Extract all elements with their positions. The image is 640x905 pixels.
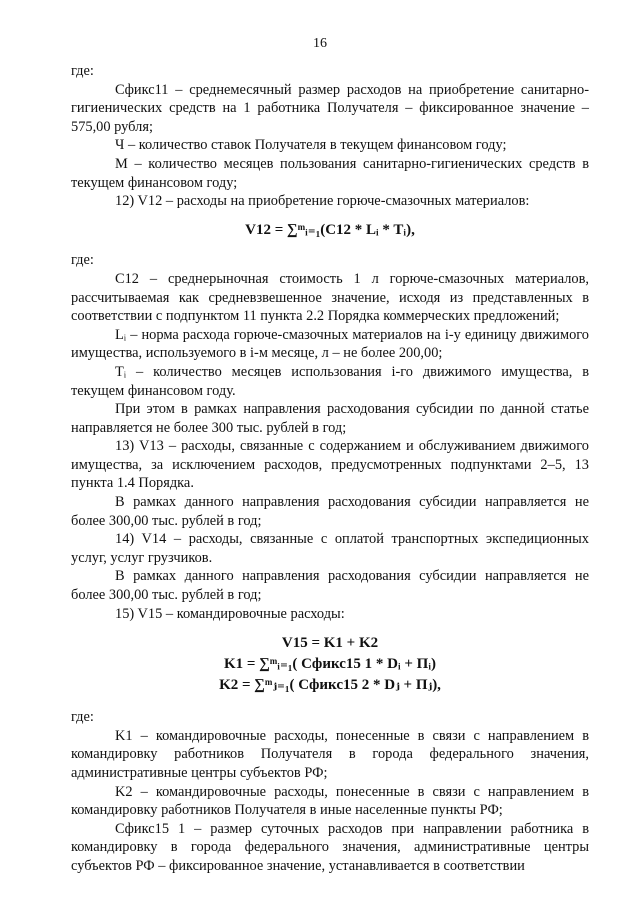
paragraph: K1 – командировочные расходы, понесенные в связи с направлением в командировку работников Получателя в города федерального значения, административные центры субъектов РФ; (71, 727, 589, 781)
paragraph: 12) V12 – расходы на приобретение горюче-смазочных материалов: (115, 193, 530, 210)
paragraph: В рамках данного направления расходования субсидии направляется не более 300,00 тыс. рублей в год; (71, 568, 589, 604)
paragraph: 14) V14 – расходы, связанные с оплатой транспортных экспедиционных услуг, услуг грузчиков. (71, 531, 589, 566)
formula-line: K1 = ∑ᵐᵢ₌₁( Cфикс15 1 * Dᵢ + Πᵢ) (224, 656, 436, 673)
paragraph: Сфикс11 – среднемесячный размер расходов на приобретение санитарно-гигиенических средств на 1 работника Получателя – фиксированное значение – 575,00 рубля; (71, 81, 589, 135)
formula-line: V15 = K1 + K2 (281, 635, 379, 652)
paragraph: Сфикс15 1 – размер суточных расходов при направлении работника в командировку в города федерального значения, административные центры субъектов РФ – фиксированное значение, устанавливается в соответствии (71, 820, 589, 874)
paragraph: В рамках данного направления расходования субсидии направляется не более 300,00 тыс. рублей в год; (71, 494, 589, 529)
formula-v15-block (71, 633, 589, 696)
paragraph-group-a (71, 62, 589, 211)
paragraph: где: (71, 63, 94, 79)
formula-line: K2 = ∑ᵐⱼ₌₁( Cфикс15 2 * Dⱼ + Πⱼ), (219, 677, 441, 694)
page-number: 16 (313, 36, 327, 51)
paragraph: где: (71, 252, 94, 269)
document-body (71, 62, 589, 876)
formula-v12: V12 = ∑ᵐᵢ₌₁(C12 * Lᵢ * Tᵢ), (245, 221, 415, 238)
paragraph-group-b (71, 251, 589, 623)
paragraph: 15) V15 – командировочные расходы: (115, 605, 345, 622)
paragraph: C12 – среднерыночная стоимость 1 л горюче-смазочных материалов, рассчитываемая как средневзвешенное значение, исходя из представленных в соответствии с подпунктом 11 пункта 2.2 Порядка коммерческих предложений; (71, 270, 589, 325)
paragraph: Lᵢ – норма расхода горюче-смазочных материалов на i-у единицу движимого имущества, используемого в i-м месяце, л – не более 200,00; (71, 326, 589, 362)
paragraph: 13) V13 – расходы, связанные с содержанием и обслуживанием движимого имущества, за исключением расходов, предусмотренных подпунктами 2–5, 13 пункта 1.4 Порядка. (71, 438, 589, 492)
paragraph: Ч – количество ставок Получателя в текущем финансовом году; (115, 137, 507, 154)
paragraph: K2 – командировочные расходы, понесенные в связи с направлением в командировку работников Получателя в иные населенные пункты РФ; (71, 783, 589, 819)
paragraph: При этом в рамках направления расходования субсидии по данной статье направляется не более 300 тыс. рублей в год; (71, 401, 589, 436)
paragraph: где: (71, 709, 94, 726)
paragraph: М – количество месяцев пользования санитарно-гигиенических средств в текущем финансовом году; (71, 155, 589, 191)
paragraph-group-c (71, 708, 589, 875)
paragraph: Tᵢ – количество месяцев использования i-го движимого имущества, в текущем финансовом году. (71, 363, 589, 399)
